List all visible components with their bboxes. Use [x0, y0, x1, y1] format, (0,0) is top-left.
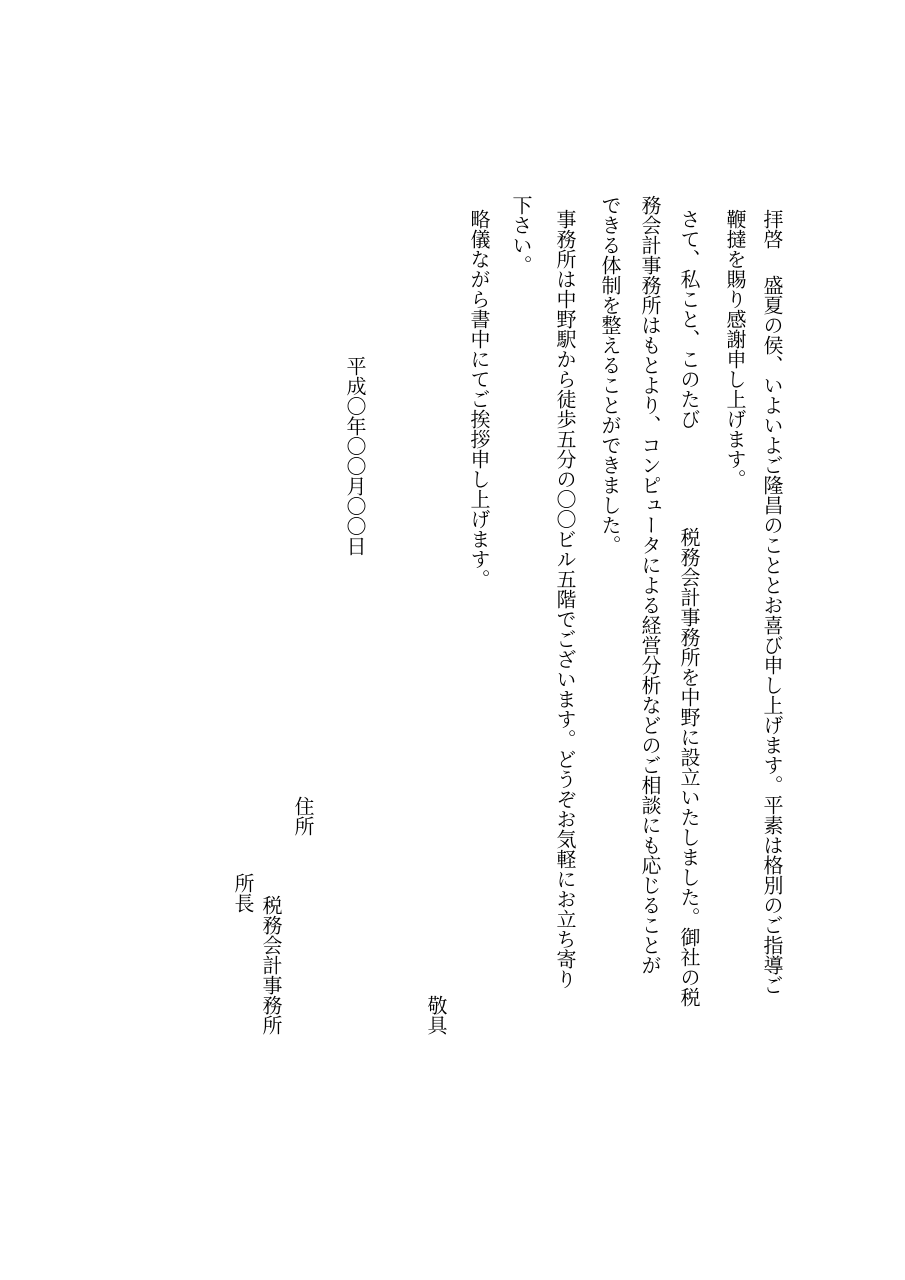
body-line-5: 下さい。 — [509, 195, 533, 275]
address-label: 住所 — [291, 796, 315, 836]
body-line-2: 務会計事務所はもとより、コンピュータによる経営分析などのご相談にも応じることが — [638, 195, 662, 975]
body-line-1-head: さて、私こと、このたび — [677, 209, 701, 429]
date: 平成〇年〇〇月〇〇日 — [343, 356, 367, 556]
body-line-3: できる体制を整えることができました。 — [598, 195, 622, 555]
opening-line-1: 盛夏の侯、いよいよご隆昌のこととお喜び申し上げます。平素は格別のご指導ご — [760, 275, 784, 995]
office-name: 税務会計事務所 — [259, 895, 283, 1035]
sign-off: 敬具 — [424, 995, 448, 1035]
greeting: 拝啓 — [760, 209, 784, 249]
body-line-4: 事務所は中野駅から徒歩五分の〇〇ビル五階でございます。どうぞお気軽にお立ち寄り — [553, 209, 577, 989]
director-label: 所長 — [231, 873, 255, 913]
opening-line-2: 鞭撻を賜り感謝申し上げます。 — [723, 209, 747, 489]
closing-note: 略儀ながら書中にてご挨拶申し上げます。 — [467, 209, 491, 589]
body-line-1-tail: 税務会計事務所を中野に設立いたしました。御社の税 — [677, 527, 701, 1007]
